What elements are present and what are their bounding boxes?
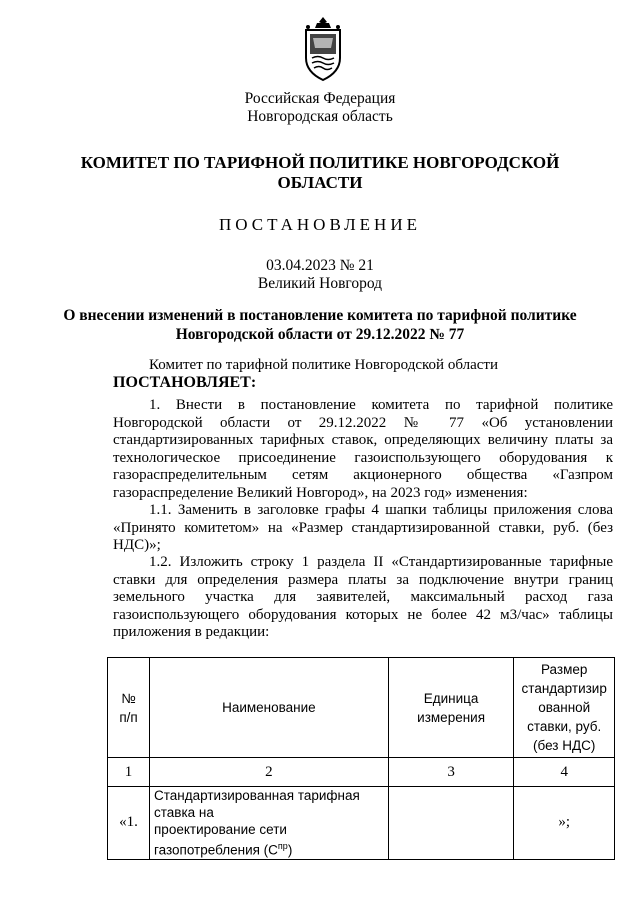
text-line: 1.1. Заменить в заголовке графы 4 шапки таблицы приложения слова xyxy=(149,502,613,518)
decree-word: ПОСТАНОВЛЯЕТ: xyxy=(113,374,257,391)
text-line: газоиспользующего оборудования которых не более 42 м3/час» таблицы xyxy=(113,606,613,623)
intro-line: Комитет по тарифной политике Новгородской области xyxy=(149,357,498,373)
row-name-line xyxy=(154,821,384,859)
text-line: газораспределительным сетям акционерного общества «Газпром xyxy=(113,467,613,483)
index-cell: 4 xyxy=(514,758,615,787)
country-name: Российская Федерация xyxy=(244,90,396,107)
header-rate-line: Размер xyxy=(541,662,588,677)
index-cell: 2 xyxy=(150,758,389,787)
text-line: Новгородской области от 29.12.2022 № 77 «Об установлении xyxy=(113,414,613,431)
table-row xyxy=(108,787,615,860)
row-name-sup: пр xyxy=(277,841,288,851)
header-name: Наименование xyxy=(150,658,389,758)
paragraph-1-2 xyxy=(113,554,613,642)
text-line: 1.2. Изложить строку 1 раздела II «Стандартизированные тарифные xyxy=(149,554,613,570)
committee-title-line1: КОМИТЕТ ПО ТАРИФНОЙ ПОЛИТИКЕ НОВГОРОДСКОЙ xyxy=(80,153,560,172)
text-line: ставки для определения размера платы за подключение внутри границ xyxy=(113,571,613,588)
row-unit xyxy=(388,787,514,860)
novgorod-coat-of-arms-icon xyxy=(298,14,348,84)
committee-title-line2: ОБЛАСТИ xyxy=(277,173,363,192)
row-name-close: ) xyxy=(287,842,293,858)
document-date-number: 03.04.2023 № 21 xyxy=(266,257,374,274)
tariff-table xyxy=(107,657,615,860)
table-index-row xyxy=(108,758,615,787)
paragraph-1-1 xyxy=(113,502,613,555)
text-line: НДС)»; xyxy=(113,537,161,553)
header-num xyxy=(108,658,150,758)
document-type: ПОСТАНОВЛЕНИЕ xyxy=(218,215,421,234)
row-name xyxy=(150,787,389,860)
row-name-line: Стандартизированная тарифная ставка на xyxy=(154,788,360,820)
text-line: 1. Внести в постановление комитета по тарифной политике xyxy=(149,397,613,413)
subject-line2: Новгородской области от 29.12.2022 № 77 xyxy=(175,326,465,343)
text-line: «Принято комитетом» на «Размер стандартизированной ставки, руб. (без xyxy=(113,519,613,536)
index-cell: 1 xyxy=(108,758,150,787)
text-line: газораспределение Великий Новгород», на 2023 год» изменения: xyxy=(113,484,528,501)
header-rate-line: ованной xyxy=(538,700,591,715)
header-num-line: п/п xyxy=(119,709,138,725)
header-rate-line: ставки, руб. xyxy=(527,719,602,734)
header-rate xyxy=(514,658,615,758)
header-unit-line: Единица xyxy=(423,690,479,706)
text-line: стандартизированных тарифных ставок, определяющих величину платы за xyxy=(113,432,613,448)
index-cell: 3 xyxy=(388,758,514,787)
text-line: земельного участка для заявителей, максимальный расход газа xyxy=(113,589,613,605)
header-rate-line: стандартизир xyxy=(521,681,607,696)
table-header-row xyxy=(108,658,615,758)
subject-line1: О внесении изменений в постановление комитета по тарифной политике xyxy=(63,307,577,324)
header-unit xyxy=(388,658,514,758)
header-unit-line: измерения xyxy=(417,709,486,725)
document-city: Великий Новгород xyxy=(257,275,383,292)
header-rate-line: (без НДС) xyxy=(533,738,596,753)
header-num-line: № xyxy=(121,690,136,706)
text-line: приложения в редакции: xyxy=(113,624,270,640)
paragraph-1 xyxy=(113,397,613,502)
text-line: технологическое присоединение газоиспользующего оборудования к xyxy=(113,449,613,466)
row-name-text: проектирование сети газопотребления (С xyxy=(154,822,287,858)
row-num: «1. xyxy=(108,787,150,860)
region-name: Новгородская область xyxy=(247,108,393,125)
row-rate: »; xyxy=(514,787,615,860)
